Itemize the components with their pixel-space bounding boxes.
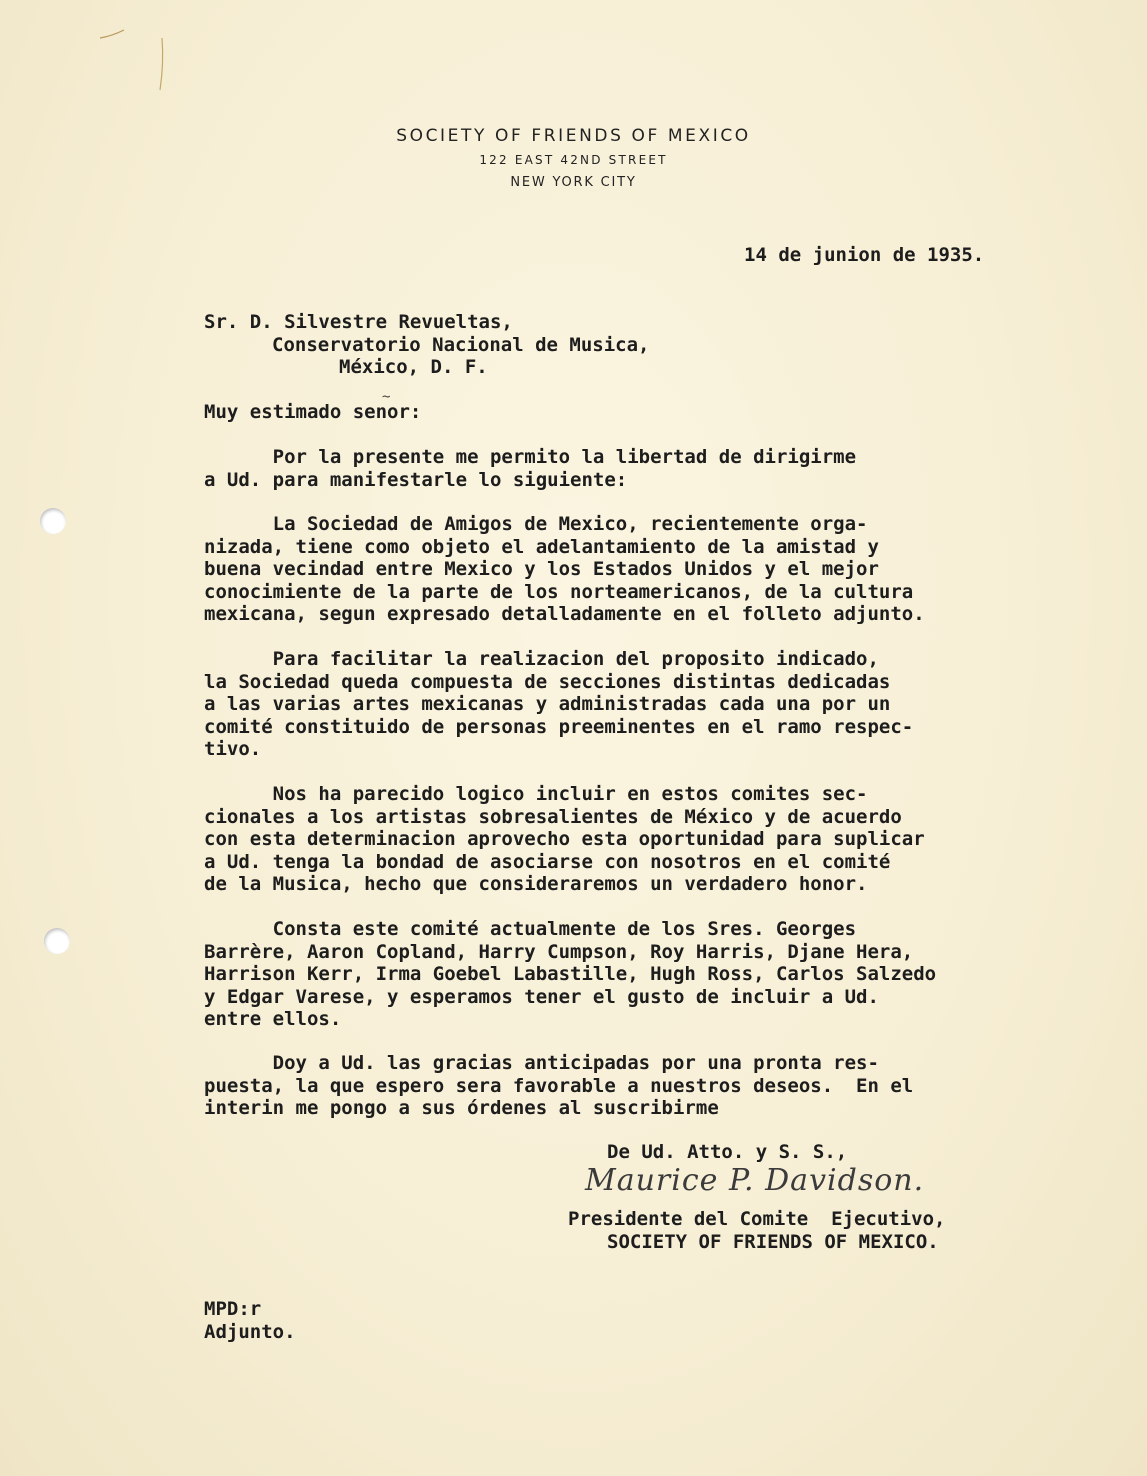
punch-hole (40, 508, 66, 534)
recipient-city: México, D. F. (339, 356, 488, 378)
handwritten-signature: Maurice P. Davidson. (585, 1163, 925, 1198)
reference-initials: MPD:r (204, 1298, 262, 1320)
letterhead-street: 122 EAST 42ND STREET (479, 153, 668, 167)
paragraph-6: Doy a Ud. las gracias anticipadas por una pronta res- puesta, la que espero sera favorable a nuestros deseos. En el interin me pongo a sus órdenes al suscribirme (204, 1052, 914, 1119)
signer-title: Presidente del Comite Ejecutivo, (568, 1208, 946, 1230)
recipient-institution: Conservatorio Nacional de Musica, (272, 334, 650, 356)
paragraph-3: Para facilitar la realizacion del proposito indicado, la Sociedad queda compuesta de secciones distintas dedicadas a las varias artes mexicanas y administradas cada una por un comité constituido de personas preeminentes en el ramo respec- tivo. (204, 648, 914, 760)
signer-organization: SOCIETY OF FRIENDS OF MEXICO. (607, 1231, 939, 1253)
tilde-mark: ~ (382, 389, 391, 405)
punch-hole (44, 928, 70, 954)
salutation: Muy estimado senor: (204, 401, 422, 423)
paragraph-1: Por la presente me permito la libertad de dirigirme a Ud. para manifestarle lo siguiente: (204, 446, 857, 491)
recipient-name: Sr. D. Silvestre Revueltas, (204, 311, 513, 333)
letter-date: 14 de junion de 1935. (744, 244, 985, 266)
paragraph-5: Consta este comité actualmente de los Sres. Georges Barrère, Aaron Copland, Harry Cumpson, Roy Harris, Djane Hera, Harrison Kerr, Irma Goebel Labastille, Hugh Ross, Carlos Salzedo y Edgar Varese, y esperamos tener el gusto de incluir a Ud. entre ellos. (204, 918, 937, 1030)
letterhead-organization: SOCIETY OF FRIENDS OF MEXICO (396, 126, 751, 146)
paragraph-4: Nos ha parecido logico incluir en estos comites sec- cionales a los artistas sobresalientes de México y de acuerdo con esta determinacion aprovecho esta oportunidad para suplicar a Ud. tenga la bondad de asociarse con nosotros en el comité de la Musica, hecho que consideraremos un verdadero honor. (204, 783, 925, 895)
letterhead-city: NEW YORK CITY (510, 175, 637, 190)
closing: De Ud. Atto. y S. S., (607, 1141, 848, 1163)
enclosure-note: Adjunto. (204, 1321, 296, 1343)
pencil-mark-icon (98, 18, 178, 98)
paragraph-2: La Sociedad de Amigos de Mexico, recientemente orga- nizada, tiene como objeto el adelantamiento de la amistad y buena vecindad entre Mexico y los Estados Unidos y el mejor conocimiente de la parte de los norteamericanos, de la cultura mexicana, segun expresado detalladamente en el folleto adjunto. (204, 513, 925, 625)
